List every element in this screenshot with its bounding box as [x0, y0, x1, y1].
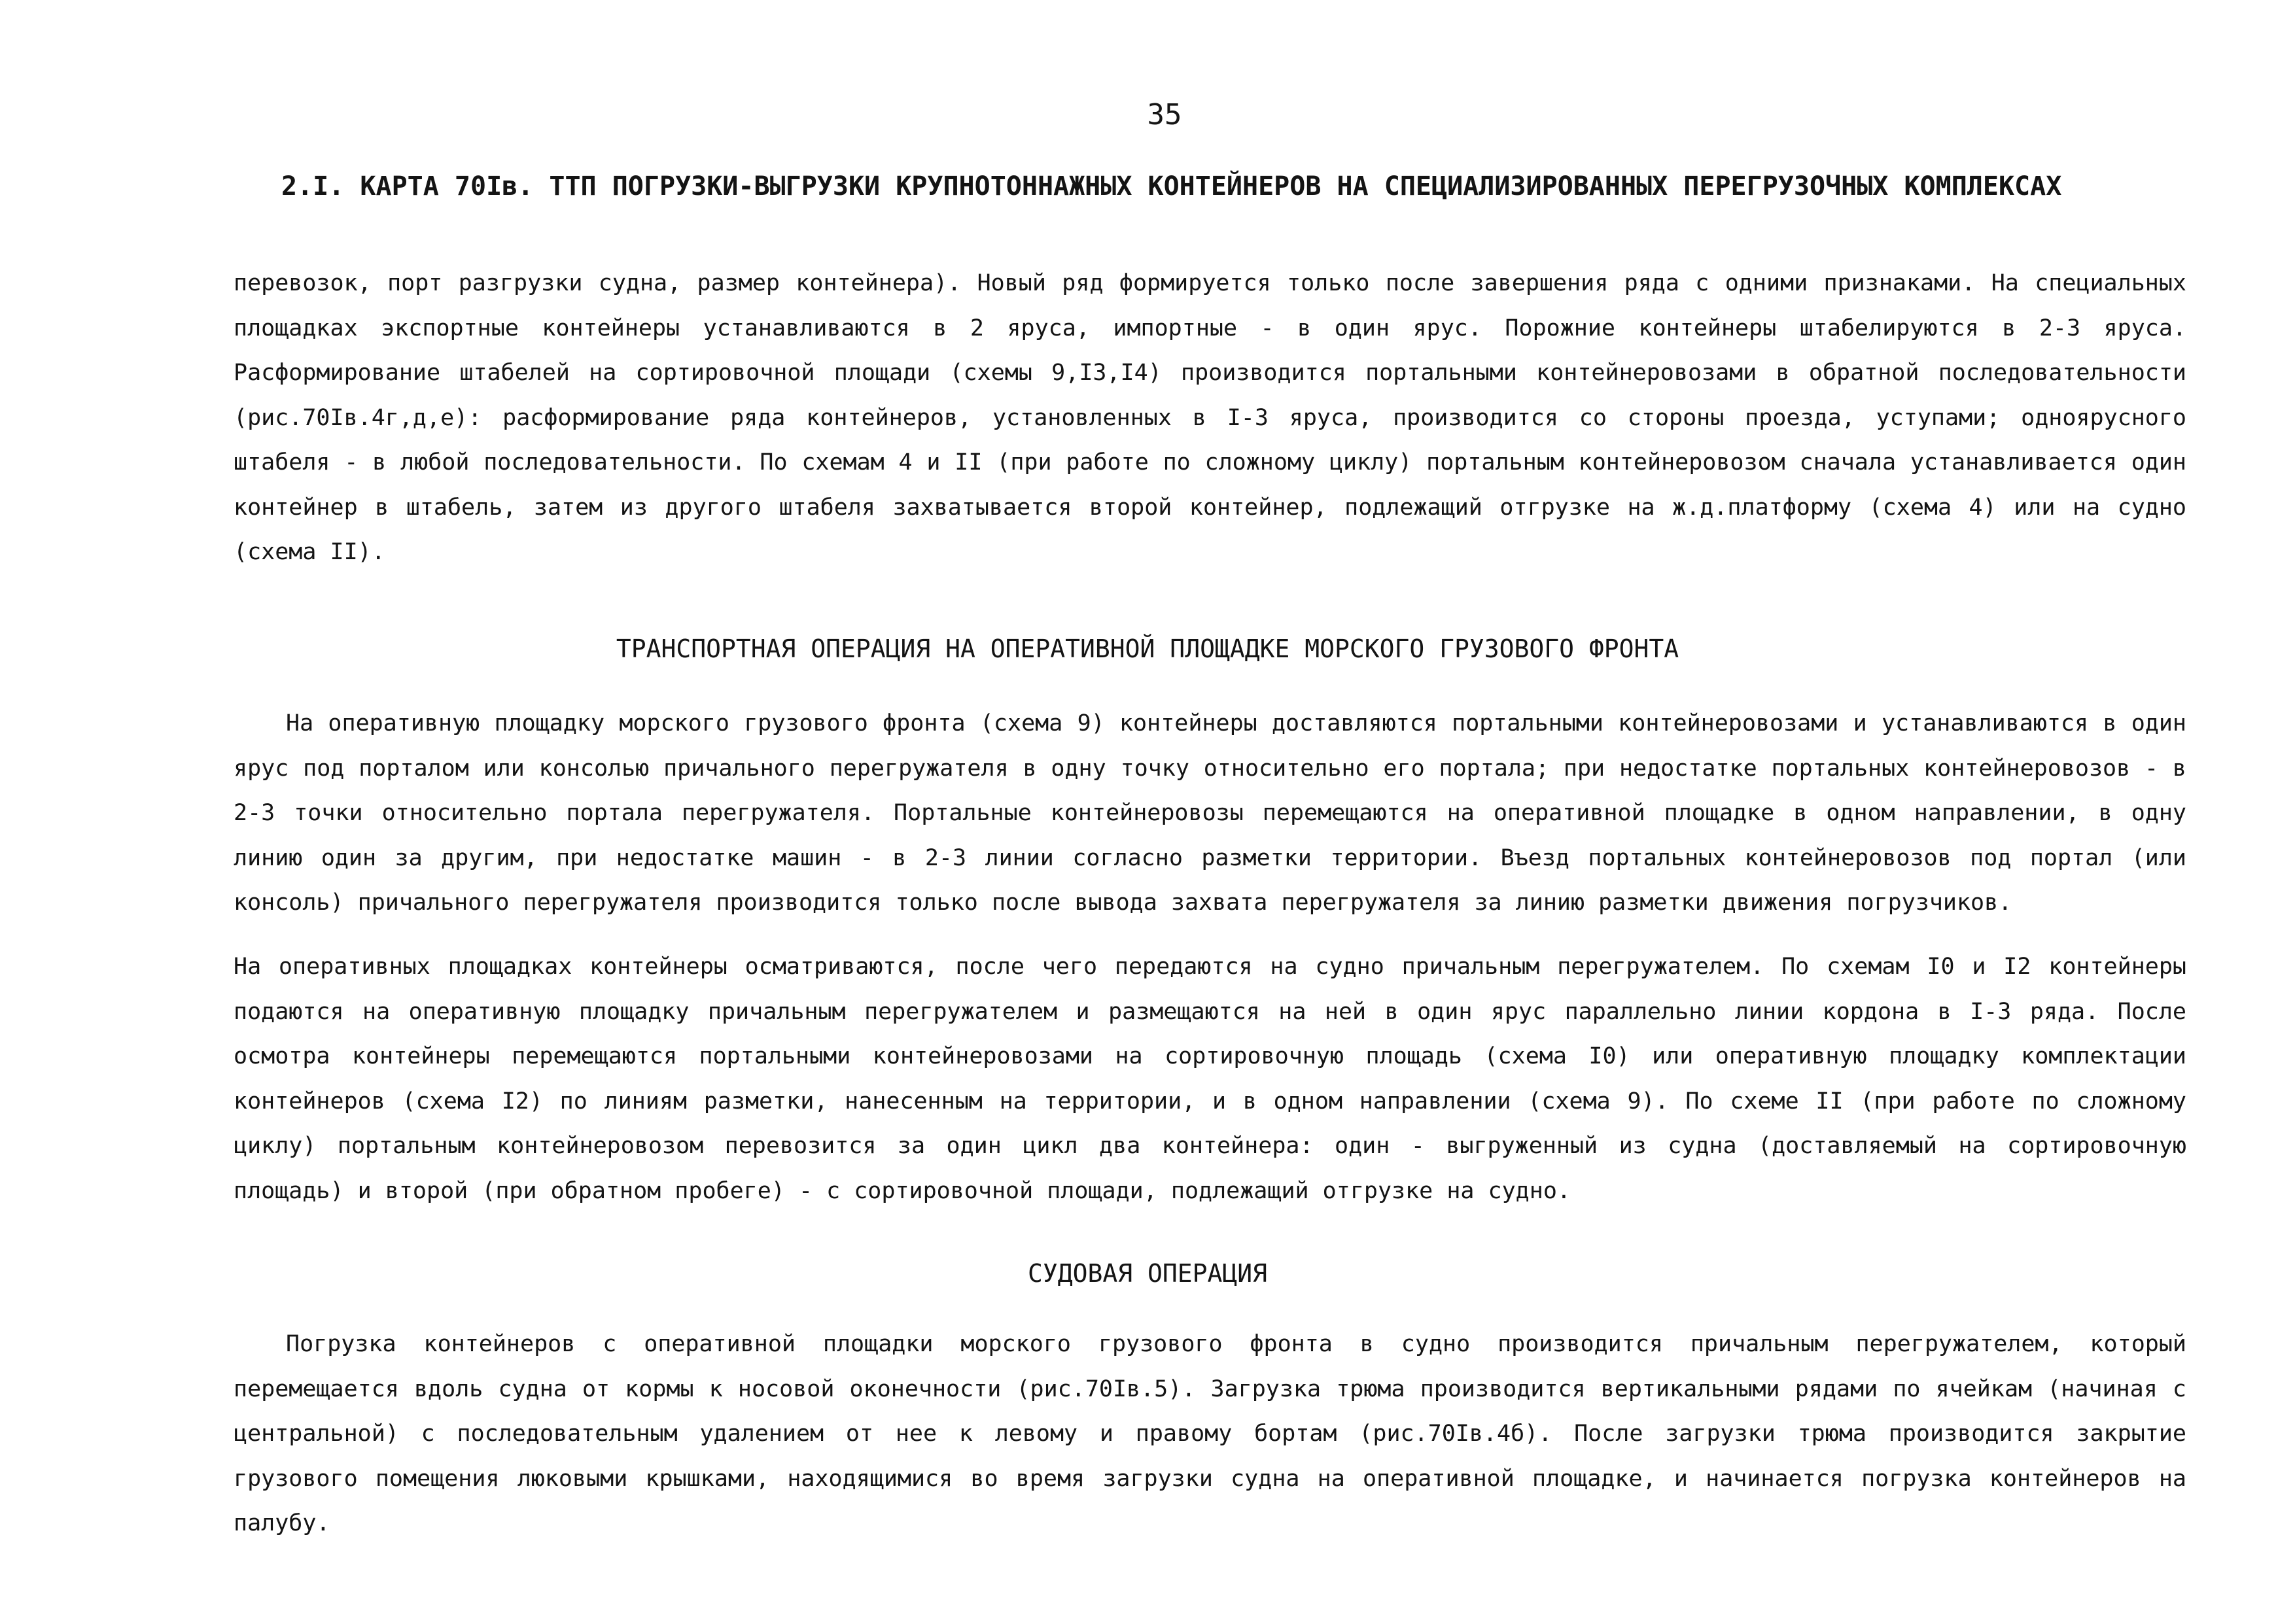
page-number: 35 [1147, 98, 1182, 131]
transport-paragraph-1: На оперативную площадку морского грузового фронта (схема 9) контейнеры доставляются портальными контейнеровозами и устанавливаются в один ярус под порталом или консолью причального перегружателя в одну точку относительно его портала; при недостатке портальных контейнеровозов - в 2-3 точки относительно портала перегружателя. Портальные контейнеровозы перемещаются на оперативной площадке в одном направлении, в одну линию один за другим, при недостатке машин - в 2-3 линии согласно разметки территории. Въезд портальных контейнеровозов под портал (или консоль) причального перегружателя производится только после вывода захвата перегружателя за линию разметки движения погрузчиков. [234, 710, 2186, 916]
intro-paragraph: перевозок, порт разгрузки судна, размер контейнера). Новый ряд формируется только после завершения ряда с одними признаками. На специальных площадках экспортные контейнеры устанавливаются в 2 яруса, импортные - в один ярус. Порожние контейнеры штабелируются в 2-3 яруса. Расформирование штабелей на сортировочной площади (схемы 9,I3,I4) производится портальными контейнеровозами в обратной последовательности (рис.70Iв.4г,д,е): расформирование ряда контейнеров, установленных в I-3 яруса, производится со стороны проезда, уступами; одноярусного штабеля - в любой последовательности. По схемам 4 и II (при работе по сложному циклу) портальным контейнеровозом сначала устанавливается один контейнер в штабель, затем из другого штабеля захватывается второй контейнер, подлежащий отгрузке на ж.д.платформу (схема 4) или на судно (схема II). [234, 270, 2186, 565]
section-title-ship: СУДОВАЯ ОПЕРАЦИЯ [1027, 1259, 1268, 1288]
ship-paragraph: Погрузка контейнеров с оперативной площадки морского грузового фронта в судно производится причальным перегружателем, который перемещается вдоль судна от кормы к носовой оконечности (рис.70Iв.5). Загрузка трюма производится вертикальными рядами по ячейкам (начиная с центральной) с последовательным удалением от нее к левому и правому бортам (рис.70Iв.4б). После загрузки трюма производится закрытие грузового помещения люковыми крышками, находящимися во время загрузки судна на оперативной площадке, и начинается погрузка контейнеров на палубу. [234, 1331, 2186, 1536]
page-title: 2.I. КАРТА 70Iв. ТТП ПОГРУЗКИ-ВЫГРУЗКИ КРУПНОТОННАЖНЫХ КОНТЕЙНЕРОВ НА СПЕЦИАЛИЗИРОВАННЫХ ПЕРЕГРУЗОЧНЫХ КОМПЛЕКСАХ [281, 171, 2062, 201]
section-title-transport: ТРАНСПОРТНАЯ ОПЕРАЦИЯ НА ОПЕРАТИВНОЙ ПЛОЩАДКЕ МОРСКОГО ГРУЗОВОГО ФРОНТА [616, 634, 1679, 663]
transport-paragraph-2: На оперативных площадках контейнеры осматриваются, после чего передаются на судно причальным перегружателем. По схемам I0 и I2 контейнеры подаются на оперативную площадку причальным перегружателем и размещаются на ней в один ярус параллельно линии кордона в I-3 ряда. После осмотра контейнеры перемещаются портальными контейнеровозами на сортировочную площадь (схема I0) или оперативную площадку комплектации контейнеров (схема I2) по линиям разметки, нанесенным на территории, и в одном направлении (схема 9). По схеме II (при работе по сложному циклу) портальным контейнеровозом перевозится за один цикл два контейнера: один - выгруженный из судна (доставляемый на сортировочную площадь) и второй (при обратном пробеге) - с сортировочной площади, подлежащий отгрузке на судно. [234, 954, 2186, 1204]
